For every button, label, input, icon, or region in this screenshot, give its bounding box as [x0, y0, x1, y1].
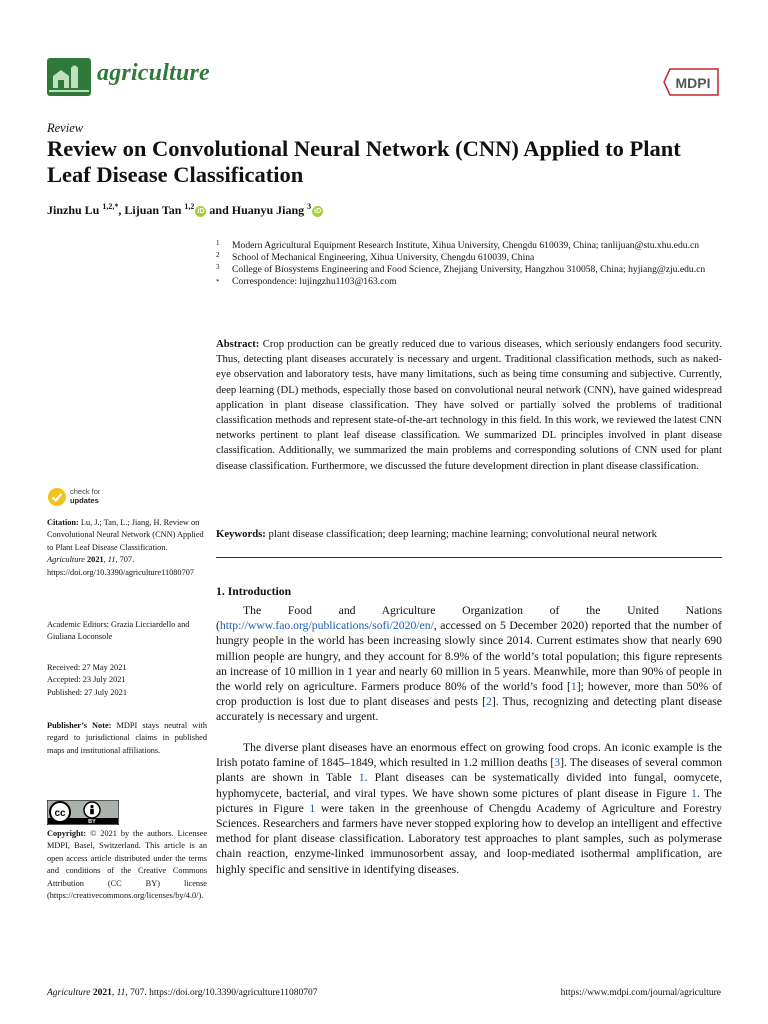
affiliation-item: * Correspondence: lujingzhu1103@163.com: [216, 276, 397, 287]
svg-text:cc: cc: [54, 808, 66, 819]
orcid-icon[interactable]: iD: [197, 208, 205, 215]
abstract-text: Crop production can be greatly reduced due to various diseases, which seriously endangers food security. Thus, detecting plant diseases accurately is necessary and urgent. Traditional classification methods, such as naked-eye observation and laboratory tests, have many limitations, such as being time consuming and subjective. Currently, deep learning (DL) methods, especially those based on convolutional neural network (CNN), have gained widespread application in plant disease classification. They have solved or partially solved the problems of traditional classification methods and represent state-of-the-art technology in this field. In this work, we reviewed the latest CNN networks pertinent to plant leaf disease classification. We summarized DL principles involved in plant disease classification. Additionally, we summarized the main problems and corresponding solutions of CNN used for plant disease classification. Furthermore, we discussed the future development direction in plant disease classification.: [216, 338, 722, 472]
author-affiliation-sup: 3: [307, 202, 312, 211]
orcid-icon[interactable]: iD: [314, 208, 322, 215]
citation-doi-link[interactable]: , 707. https://doi.org/10.3390/agriculture11080707: [47, 555, 195, 577]
check-updates-icon: [47, 487, 67, 507]
reference-link[interactable]: 3: [554, 756, 561, 770]
divider: [216, 557, 722, 558]
affiliation-item: 1 Modern Agricultural Equipment Research Institute, Xihua University, Chengdu 610039, China; tanlijuan@stu.xhu.edu.cn: [216, 239, 700, 251]
received-date: Received: 27 May 2021: [47, 663, 127, 672]
cc-by-license-icon[interactable]: [47, 800, 119, 825]
reference-link[interactable]: 1: [570, 680, 577, 694]
article-type: Review: [47, 121, 84, 135]
check-for-updates-button[interactable]: [47, 487, 127, 509]
abstract: [216, 337, 722, 474]
journal-logo-icon: [47, 58, 91, 96]
article-title: Review on Convolutional Neural Network (CNN) Applied to Plant Leaf Disease Classification: [47, 136, 681, 187]
figure-link[interactable]: 1: [309, 801, 316, 815]
footer-citation: Agriculture 2021, 11, 707. https://doi.org/10.3390/agriculture11080707: [47, 988, 318, 998]
published-date: Published: 27 July 2021: [47, 687, 127, 697]
keywords-label: Keywords:: [216, 528, 266, 540]
keywords: [216, 527, 722, 542]
table-link[interactable]: 1: [358, 771, 365, 785]
author-name[interactable]: Huanyu Jiang: [231, 203, 305, 217]
affiliation-item: 3 College of Biosystems Engineering and Food Science, Zhejiang University, Hangzhou 310058, China; hyjiang@zju.edu.cn: [216, 263, 706, 275]
keywords-text: plant disease classification; deep learning; machine learning; convolutional neural network: [268, 528, 658, 540]
mdpi-logo-text: MDPI: [675, 75, 711, 91]
publication-dates: [47, 662, 207, 699]
footer-doi-link[interactable]: , 707. https://doi.org/10.3390/agriculture11080707: [125, 988, 318, 998]
copyright-notice: Copyright: © 2021 by the authors. Licensee MDPI, Basel, Switzerland. This article is an open access article distributed under the terms and conditions of the Creative Commons Attribution (CC BY) license (https://creativecommons.org/licenses/by/4.0/).: [47, 829, 207, 901]
publisher-note: Publisher’s Note: MDPI stays neutral with regard to jurisdictional claims in published maps and institutional affiliations.: [47, 721, 208, 755]
author-name[interactable]: Jinzhu Lu: [47, 203, 100, 217]
section-heading: 1. Introduction: [216, 585, 292, 598]
figure-link[interactable]: 1: [690, 786, 697, 800]
svg-text:BY: BY: [88, 819, 96, 825]
mdpi-logo-icon: [660, 66, 724, 98]
author-list: Jinzhu Lu $^{1,2,*}$, Lijuan Tan $^{1,2}$iD and Huanyu Jiang $^3$iD: [47, 202, 322, 217]
affiliations: [216, 240, 721, 288]
accepted-date: Accepted: 23 July 2021: [47, 675, 126, 685]
check-updates-text: check for updates: [70, 487, 101, 505]
abstract-label: Abstract:: [216, 338, 260, 350]
affiliation-item: 2 School of Mechanical Engineering, Xihua University, Chengdu 610039, China: [216, 251, 535, 263]
reference-link[interactable]: 2: [485, 695, 492, 709]
intro-paragraph: The Food and Agriculture Organization of the United Nations (http://www.fao.org/publications/sofi/2020/en/, accessed on 5 December 2020) reported that the number of hungry people in the world has been increasing slowly since 2014. Current estimates show that nearly 690 million people are hungry, and they account for 8.9% of the world’s total population; this figure represents an increase of 10 million in 1 year and nearly 60 million in 5 years. Meanwhile, more than 90% of people in the world rely on agriculture. Farmers produce 80% of the world’s food [1]; however, more than 50% of crop production is lost due to plant diseases and pests [2]. Thus, recognizing and detecting plant disease accurately is necessary and urgent.: [216, 604, 722, 724]
academic-editors: Academic Editors: Grazia Licciardello and Giuliana Loconsole: [47, 620, 190, 642]
footer-journal-url[interactable]: https://www.mdpi.com/journal/agriculture: [560, 988, 721, 998]
author-affiliation-sup: 1,2: [184, 202, 195, 211]
fao-link[interactable]: http://www.fao.org/publications/sofi/2020/en/: [219, 619, 434, 633]
author-name[interactable]: Lijuan Tan: [124, 203, 182, 217]
intro-paragraph: The diverse plant diseases have an enormous effect on growing food crops. An iconic example is the Irish potato famine of 1845–1849, which resulted in 1.2 million deaths [3]. The diseases of several common plants are shown in Table 1. Plant diseases can be systematically divided into fungal, oomycete, hyphomycete, bacterial, and viral types. We have shown some pictures of plant disease in Figure 1. The pictures in Figure 1 were taken in the greenhouse of Chengdu Academy of Agriculture and Forestry Sciences. Researchers and farmers have never stopped exploring how to develop an intelligent and effective method for plant disease classification. Laboratory test approaches to plant samples, such as polymerase chain reaction, enzyme-linked immunosorbent assay, and loop-mediated isothermal amplification, are highly specific and sensitive in identifying diseases.: [216, 741, 722, 876]
citation-block: Citation: Lu, J.; Tan, L.; Jiang, H. Review on Convolutional Neural Network (CNN) Applied to Plant Leaf Disease Classification. Agriculture 2021, 11, 707. https://doi.org/10.3390/agriculture11080707: [47, 518, 204, 577]
journal-name: agriculture: [97, 60, 210, 86]
author-affiliation-sup: 1,2,*: [102, 202, 119, 211]
